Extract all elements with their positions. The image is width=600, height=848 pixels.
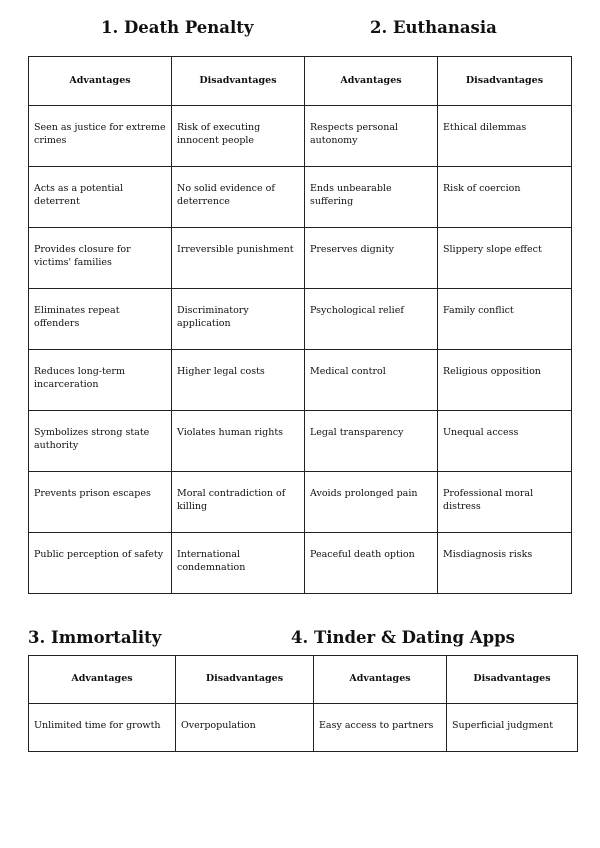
table-cell: Medical control xyxy=(305,350,438,411)
heading-euthanasia: 2. Euthanasia xyxy=(370,18,497,37)
table-cell: Ethical dilemmas xyxy=(438,106,572,167)
table-cell: Psychological relief xyxy=(305,289,438,350)
table-cell: No solid evidence of deterrence xyxy=(172,167,305,228)
column-header-immortality-advantages: Advantages xyxy=(29,656,176,704)
table-cell: Misdiagnosis risks xyxy=(438,533,572,594)
table-cell: Respects personal autonomy xyxy=(305,106,438,167)
table-cell: Eliminates repeat offenders xyxy=(29,289,172,350)
table-header-row xyxy=(29,656,578,704)
immortality-dating-apps-table xyxy=(28,655,578,752)
table-row xyxy=(29,228,572,289)
table-cell: Seen as justice for extreme crimes xyxy=(29,106,172,167)
table-cell: Prevents prison escapes xyxy=(29,472,172,533)
table-cell: Moral contradiction of killing xyxy=(172,472,305,533)
column-header-euthanasia-disadvantages: Disadvantages xyxy=(438,57,572,106)
table-cell: Violates human rights xyxy=(172,411,305,472)
table-row xyxy=(29,411,572,472)
table-header-row xyxy=(29,57,572,106)
column-header-dating-apps-disadvantages: Disadvantages xyxy=(447,656,578,704)
column-header-immortality-disadvantages: Disadvantages xyxy=(176,656,314,704)
table-row xyxy=(29,533,572,594)
table-cell: Ends unbearable suffering xyxy=(305,167,438,228)
table-cell: Reduces long-term incarceration xyxy=(29,350,172,411)
column-header-dating-apps-advantages: Advantages xyxy=(314,656,447,704)
table-cell: Provides closure for victims' families xyxy=(29,228,172,289)
heading-immortality: 3. Immortality xyxy=(28,628,162,647)
table-row xyxy=(29,704,578,752)
table-cell: Easy access to partners xyxy=(314,704,447,752)
table-cell: Risk of executing innocent people xyxy=(172,106,305,167)
table-cell: Professional moral distress xyxy=(438,472,572,533)
column-header-death-penalty-disadvantages: Disadvantages xyxy=(172,57,305,106)
table-row xyxy=(29,472,572,533)
table-cell: International condemnation xyxy=(172,533,305,594)
table-cell: Higher legal costs xyxy=(172,350,305,411)
death-penalty-euthanasia-table xyxy=(28,56,572,594)
table-row xyxy=(29,167,572,228)
heading-dating-apps: 4. Tinder & Dating Apps xyxy=(291,628,515,647)
table-cell: Irreversible punishment xyxy=(172,228,305,289)
table-cell: Slippery slope effect xyxy=(438,228,572,289)
table-cell: Discriminatory application xyxy=(172,289,305,350)
column-header-euthanasia-advantages: Advantages xyxy=(305,57,438,106)
table-row xyxy=(29,289,572,350)
table-row xyxy=(29,350,572,411)
table-cell: Unlimited time for growth xyxy=(29,704,176,752)
table-row xyxy=(29,106,572,167)
table-cell: Religious opposition xyxy=(438,350,572,411)
table-cell: Superficial judgment xyxy=(447,704,578,752)
table-cell: Legal transparency xyxy=(305,411,438,472)
table-cell: Avoids prolonged pain xyxy=(305,472,438,533)
table-cell: Family conflict xyxy=(438,289,572,350)
table-cell: Symbolizes strong state authority xyxy=(29,411,172,472)
table-cell: Unequal access xyxy=(438,411,572,472)
table-cell: Preserves dignity xyxy=(305,228,438,289)
table-cell: Acts as a potential deterrent xyxy=(29,167,172,228)
heading-death-penalty: 1. Death Penalty xyxy=(101,18,254,37)
column-header-death-penalty-advantages: Advantages xyxy=(29,57,172,106)
table-cell: Risk of coercion xyxy=(438,167,572,228)
table-cell: Overpopulation xyxy=(176,704,314,752)
table-cell: Public perception of safety xyxy=(29,533,172,594)
table-cell: Peaceful death option xyxy=(305,533,438,594)
